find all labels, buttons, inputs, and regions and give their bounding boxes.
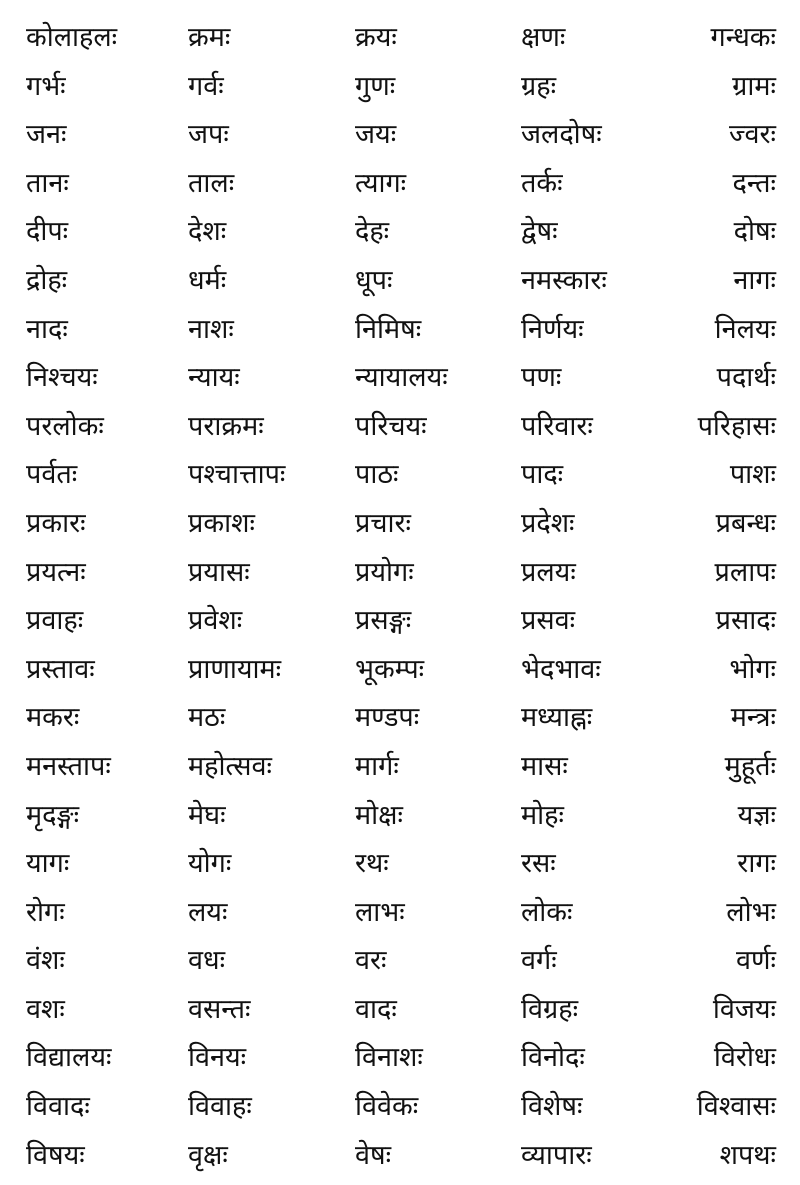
word-row (0, 549, 800, 598)
word-cell: वशः (26, 993, 65, 1025)
word-cell: रसः (521, 848, 556, 880)
word-cell: देशः (188, 216, 227, 248)
word-cell: विवादः (26, 1091, 90, 1123)
word-cell: पश्चात्तापः (188, 459, 286, 491)
word-row (0, 840, 800, 889)
word-row (0, 63, 800, 112)
word-cell: निश्चयः (26, 362, 98, 394)
word-cell: गुणः (355, 70, 396, 102)
word-cell: पाठः (355, 459, 399, 491)
word-cell: द्वेषः (521, 216, 558, 248)
word-cell: वेषः (355, 1139, 392, 1171)
word-cell: व्यापारः (521, 1139, 592, 1171)
word-cell: पदार्थः (716, 362, 776, 394)
word-cell: प्रवेशः (188, 605, 243, 637)
word-cell: परलोकः (26, 410, 104, 442)
word-cell: विग्रहः (521, 993, 579, 1025)
word-cell: प्रचारः (355, 507, 411, 539)
word-cell: वरः (355, 945, 387, 977)
word-cell: कोलाहलः (26, 22, 118, 53)
word-cell: द्रोहः (26, 264, 68, 296)
word-cell: तालः (188, 167, 235, 199)
word-cell: मेघः (188, 799, 226, 831)
word-cell: देहः (355, 216, 390, 248)
word-cell: प्रस्तावः (26, 653, 95, 685)
word-cell: जपः (188, 119, 229, 151)
word-cell: वर्गः (521, 945, 557, 977)
word-cell: विवाहः (188, 1091, 252, 1123)
word-row (0, 792, 800, 841)
word-cell: मृदङ्गः (26, 799, 80, 831)
word-cell: नादः (26, 313, 68, 345)
word-cell: भूकम्पः (355, 653, 425, 685)
word-cell: विशेषः (521, 1091, 583, 1123)
word-cell: रागः (737, 848, 776, 880)
word-cell: विद्यालयः (26, 1042, 112, 1074)
word-row (0, 111, 800, 160)
word-cell: वधः (188, 945, 226, 977)
word-row (0, 889, 800, 938)
word-cell: प्रसवः (521, 605, 576, 637)
word-cell: निमिषः (355, 313, 422, 345)
word-cell: क्रमः (188, 22, 231, 53)
word-cell: रथः (355, 848, 389, 880)
word-cell: क्रयः (355, 22, 397, 53)
word-cell: प्रवाहः (26, 605, 84, 637)
word-cell: विरोधः (713, 1042, 776, 1074)
word-cell: भोगः (729, 653, 776, 685)
word-cell: वर्णः (736, 945, 776, 977)
word-cell: शपथः (719, 1139, 776, 1171)
word-cell: परिहासः (697, 410, 776, 442)
word-cell: भेदभावः (521, 653, 601, 685)
word-row (0, 500, 800, 549)
word-cell: धूपः (355, 264, 393, 296)
word-cell: प्राणायामः (188, 653, 282, 685)
word-cell: लाभः (355, 896, 405, 928)
word-cell: जनः (26, 119, 67, 151)
word-cell: गर्भः (26, 70, 66, 102)
word-row (0, 257, 800, 306)
word-row (0, 986, 800, 1035)
word-row (0, 160, 800, 209)
word-cell: गर्वः (188, 70, 224, 102)
word-cell: मासः (521, 750, 568, 782)
word-cell: योगः (188, 848, 232, 880)
word-cell: निलयः (714, 313, 776, 345)
word-cell: परिवारः (521, 410, 593, 442)
word-cell: परिचयः (355, 410, 427, 442)
word-cell: पराक्रमः (188, 410, 264, 442)
word-cell: नाशः (188, 313, 234, 345)
word-cell: मन्त्रः (730, 702, 776, 734)
word-cell: वृक्षः (188, 1139, 228, 1171)
word-cell: प्रयोगः (355, 556, 414, 588)
word-cell: मनस्तापः (26, 750, 111, 782)
word-cell: जलदोषः (521, 119, 602, 151)
word-row (0, 597, 800, 646)
word-cell: पर्वतः (26, 459, 78, 491)
word-cell: प्रयासः (188, 556, 250, 588)
word-cell: विश्वासः (696, 1091, 776, 1123)
word-row (0, 306, 800, 355)
word-cell: तानः (26, 167, 69, 199)
word-cell: दन्तः (732, 167, 776, 199)
word-cell: जयः (355, 119, 397, 151)
word-cell: लोकः (521, 896, 573, 928)
word-cell: पणः (521, 362, 562, 394)
word-cell: प्रकारः (26, 507, 86, 539)
word-cell: न्यायालयः (355, 362, 448, 394)
word-cell: ग्रामः (732, 70, 776, 102)
word-cell: वंशः (26, 945, 65, 977)
word-cell: मध्याह्नः (521, 702, 593, 734)
word-cell: महोत्सवः (188, 750, 272, 782)
word-cell: मुहूर्तः (724, 750, 776, 782)
word-cell: दोषः (733, 216, 776, 248)
word-cell: वसन्तः (188, 993, 251, 1025)
word-cell: प्रलयः (521, 556, 576, 588)
word-cell: प्रबन्धः (715, 507, 776, 539)
word-cell: प्रसादः (715, 605, 776, 637)
word-cell: विनोदः (521, 1042, 585, 1074)
word-cell: विनयः (188, 1042, 247, 1074)
word-cell: प्रकाशः (188, 507, 255, 539)
word-cell: मण्डपः (355, 702, 420, 734)
word-row (0, 1083, 800, 1132)
word-cell: मठः (188, 702, 226, 734)
word-cell: मार्गः (355, 750, 399, 782)
word-cell: विनाशः (355, 1042, 423, 1074)
word-cell: गन्धकः (710, 22, 776, 53)
word-cell: नमस्कारः (521, 264, 607, 296)
word-row (0, 354, 800, 403)
word-cell: नागः (733, 264, 776, 296)
word-cell: लोभः (726, 896, 776, 928)
word-grid (0, 14, 800, 1180)
word-row (0, 646, 800, 695)
word-cell: निर्णयः (521, 313, 584, 345)
word-row (0, 1034, 800, 1083)
word-cell: मोक्षः (355, 799, 403, 831)
word-cell: ज्वरः (729, 119, 776, 151)
word-cell: दीपः (26, 216, 69, 248)
word-row (0, 451, 800, 500)
word-row (0, 743, 800, 792)
word-cell: यज्ञः (737, 799, 776, 831)
word-cell: ग्रहः (521, 70, 557, 102)
word-row (0, 403, 800, 452)
word-row (0, 937, 800, 986)
word-cell: पादः (521, 459, 564, 491)
word-cell: क्षणः (521, 22, 566, 53)
word-row (0, 1132, 800, 1181)
word-cell: प्रसङ्गः (355, 605, 412, 637)
word-row (0, 208, 800, 257)
word-cell: मकरः (26, 702, 80, 734)
word-cell: पाशः (729, 459, 776, 491)
word-cell: न्यायः (188, 362, 240, 394)
word-cell: त्यागः (355, 167, 407, 199)
word-cell: विवेकः (355, 1091, 419, 1123)
word-cell: यागः (26, 848, 70, 880)
word-cell: धर्मः (188, 264, 227, 296)
word-cell: प्रलापः (714, 556, 776, 588)
word-cell: रोगः (26, 896, 65, 928)
word-row (0, 14, 800, 63)
word-cell: लयः (188, 896, 228, 928)
word-cell: वादः (355, 993, 397, 1025)
word-cell: प्रयत्नः (26, 556, 86, 588)
word-cell: विजयः (712, 993, 776, 1025)
word-cell: प्रदेशः (521, 507, 575, 539)
word-row (0, 694, 800, 743)
word-cell: तर्कः (521, 167, 563, 199)
word-cell: विषयः (26, 1139, 85, 1171)
word-cell: मोहः (521, 799, 564, 831)
